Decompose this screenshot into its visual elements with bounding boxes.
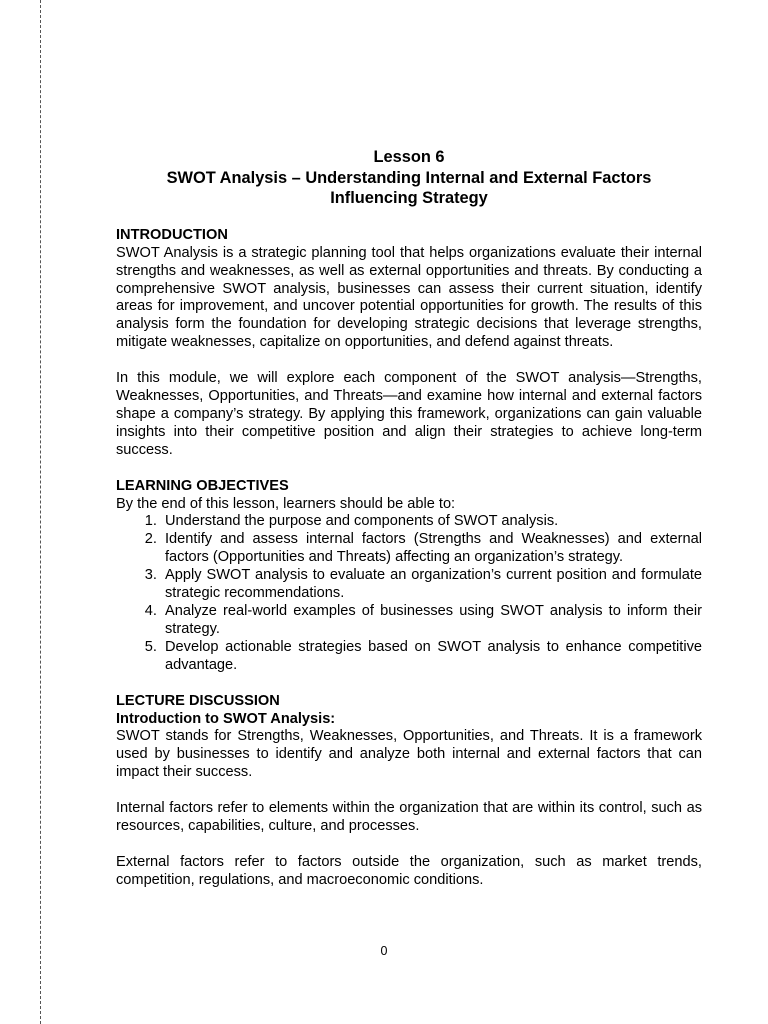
learning-objectives-intro: By the end of this lesson, learners should be able to: [116,495,456,512]
lesson-title-block [116,147,702,209]
document-page [116,147,702,890]
introduction-heading: INTRODUCTION [116,226,228,243]
introduction-paragraph-1: SWOT Analysis is a strategic planning tool that helps organizations evaluate their internal strengths and weaknesses, as well as external opportunities and threats. By conducting a comprehensive SWOT analysis, businesses can assess their current situation, identify areas for improvement, and uncover potential opportunities for growth. The results of this analysis form the foundation for developing strategic decisions that leverage strengths, mitigate weaknesses, capitalize on opportunities, and defend against threats. [116,244,702,351]
objective-item: 2. Identify and assess internal factors (Strengths and Weaknesses) and external factors (Opportunities and Threats) affecting an organization’s strategy. [161,531,702,567]
lecture-discussion-section [116,693,702,890]
lecture-discussion-heading: LECTURE DISCUSSION [116,692,280,709]
lesson-title-line-2: Influencing Strategy [330,189,488,208]
learning-objectives-list [116,513,702,674]
learning-objectives-section [116,478,702,675]
lecture-subheading: Introduction to SWOT Analysis: [116,710,336,727]
lecture-paragraph-3: External factors refer to factors outside the organization, such as market trends, competition, regulations, and macroeconomic conditions. [116,853,702,888]
objective-item: 4. Analyze real-world examples of businesses using SWOT analysis to inform their strategy. [161,603,702,639]
introduction-paragraph-2: In this module, we will explore each component of the SWOT analysis—Strengths, Weaknesses, Opportunities, and Threats—and examine how internal and external factors shape a company’s strategy. By applying this framework, organizations can gain valuable insights into their competitive position and align their strategies to achieve long-term success. [116,370,702,458]
learning-objectives-heading: LEARNING OBJECTIVES [116,477,289,494]
objective-item: 1. Understand the purpose and components of SWOT analysis. [161,513,702,531]
page-number: 0 [380,944,388,958]
lecture-paragraph-2: Internal factors refer to elements within the organization that are within its control, such as resources, capabilities, culture, and processes. [116,800,702,835]
lecture-paragraph-1: SWOT stands for Strengths, Weaknesses, Opportunities, and Threats. It is a framework used by businesses to identify and analyze both internal and external factors that can impact their success. [116,728,702,781]
objective-item: 5. Develop actionable strategies based on SWOT analysis to enhance competitive advantage. [161,639,702,675]
lesson-number: Lesson 6 [373,148,445,166]
objective-item: 3. Apply SWOT analysis to evaluate an organization’s current position and formulate strategic recommendations. [161,567,702,603]
lesson-title-line-1: SWOT Analysis – Understanding Internal and External Factors [166,168,652,187]
introduction-section [116,227,702,460]
binding-margin-line [40,0,41,1024]
